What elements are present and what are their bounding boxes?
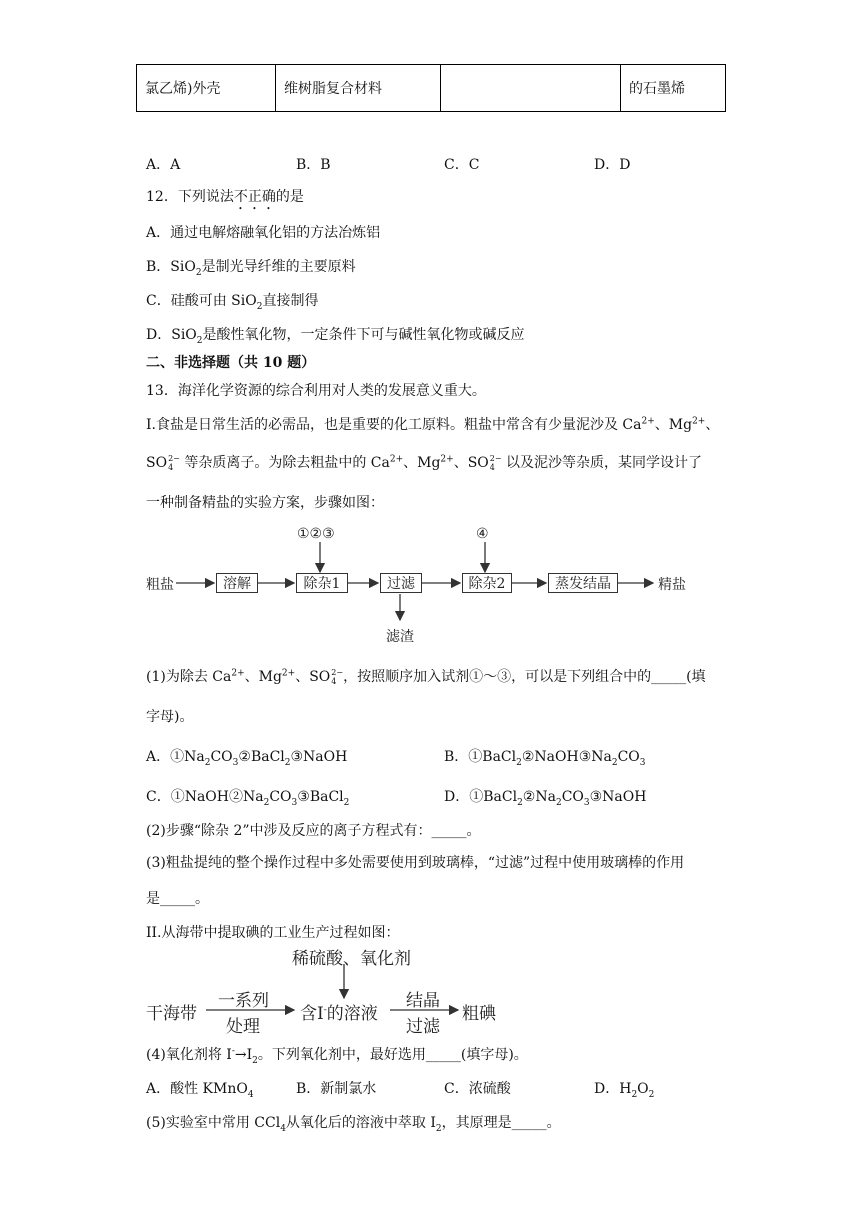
text: D．H (594, 1081, 632, 1097)
text: ③BaCl (297, 789, 344, 805)
subscript: 2 (631, 1089, 638, 1100)
superscript: 2+ (281, 668, 296, 679)
subscript: 2 (516, 757, 522, 768)
q13-stem: 13．海洋化学资源的综合利用对人类的发展意义重大。 (146, 383, 486, 399)
text: 、Mg (244, 669, 282, 685)
q12-option-a: A．通过电解熔融氧化铝的方法冶炼铝 (146, 225, 381, 241)
text: O (637, 1081, 649, 1097)
flow1-box-remove2: 除杂2 (462, 573, 512, 593)
charge: 2− (489, 454, 502, 463)
text: ，其原理是_____。 (441, 1115, 561, 1131)
flow1-box-dissolve: 溶解 (216, 573, 258, 593)
subscript: 2 (252, 1055, 258, 1066)
text: ②Na (522, 789, 556, 805)
sub4-text (146, 1044, 528, 1064)
text: 从氧化后的溶液中萃取 I (285, 1115, 436, 1131)
subscript: 2 (195, 267, 202, 278)
text: ③NaOH (589, 789, 647, 805)
text: C．①NaOH②Na (146, 789, 264, 805)
text: 。下列氧化剂中，最好选用_____(填字母)。 (257, 1047, 528, 1063)
q12-stem-text-end: 的是 (275, 189, 304, 205)
superscript: 2+ (389, 454, 404, 465)
charge: 2− (331, 668, 344, 677)
section-heading: 二、非选择题（共 10 题） (146, 355, 316, 371)
sub1-line1 (146, 666, 706, 686)
text: 是酸性氧化物，一定条件下可与碱性氧化物或碱反应 (202, 327, 525, 343)
sub1-option-a (146, 746, 347, 766)
text: 直接制得 (262, 293, 319, 309)
flow1-reagent-4: ④ (476, 526, 489, 542)
sub1-option-c (146, 786, 349, 806)
text: 、Mg (654, 417, 693, 433)
text: I.食盐是日常生活的必需品，也是重要的化工原料。粗盐中常含有少量泥沙及 Ca (146, 417, 642, 433)
text: B．SiO (146, 259, 196, 275)
superscript: 2+ (440, 454, 454, 465)
text: A．①Na (146, 749, 205, 765)
table-cell: 氯乙烯)外壳 (137, 65, 276, 112)
flow2-start: 干海带 (146, 1004, 197, 1024)
text: ③NaOH (290, 749, 348, 765)
text: →I (234, 1047, 253, 1063)
text: ，按照顺序加入试剂①～③，可以是下列组合中的_____(填 (343, 669, 706, 685)
text: SO (146, 455, 168, 471)
sub3-line1: (3)粗盐提纯的整个操作过程中多处需要使用到玻璃棒，“过滤”过程中使用玻璃棒的作用 (146, 855, 685, 871)
sub1-option-d (444, 786, 646, 806)
charge: 2− (168, 454, 180, 463)
superscript: 2+ (641, 416, 655, 427)
sub4-option-c: C．浓硫酸 (444, 1081, 511, 1097)
subscript: 2 (517, 797, 523, 808)
subscript: 3 (583, 797, 590, 808)
flow1-box-filter: 过滤 (380, 573, 422, 593)
subscript: 2 (435, 1123, 442, 1134)
subscript: 2 (555, 797, 562, 808)
flow1-start: 粗盐 (146, 577, 174, 593)
subscript: 3 (639, 757, 646, 768)
q11-option-a: A．A (146, 157, 181, 173)
text: CO (561, 789, 584, 805)
subscript: 2 (204, 757, 211, 768)
flow2-middle (300, 999, 378, 1024)
text: 是制光导纤维的主要原料 (201, 259, 356, 275)
q12-stem-emphasis: 不正确 (233, 189, 276, 205)
q11-option-b: B．B (296, 157, 331, 173)
text: C．硅酸可由 SiO (146, 293, 257, 309)
sub4-option-b: B．新制氯水 (296, 1081, 377, 1097)
flow1-reagent-123: ①②③ (297, 526, 335, 542)
subscript: 3 (232, 757, 239, 768)
subscript: 2 (256, 301, 263, 312)
superscript: - (323, 1005, 327, 1016)
text: 等杂质离子。为除去粗盐中的 Ca (184, 455, 390, 471)
flow1-box-evaporate: 蒸发结晶 (548, 573, 618, 593)
subscript: 2 (263, 797, 270, 808)
flow2-step2-bottom: 过滤 (406, 1017, 440, 1037)
flow2-step2-top: 结晶 (406, 991, 440, 1011)
text: ②BaCl (238, 749, 285, 765)
q12-stem-text: 12．下列说法 (146, 189, 234, 205)
flow1-residue: 滤渣 (386, 629, 414, 645)
text: D．SiO (146, 327, 197, 343)
subscript: 2 (648, 1089, 655, 1100)
flow1-box-remove1: 除杂1 (296, 573, 348, 593)
sub2-text: (2)步骤“除杂 2”中涉及反应的离子方程式有：_____。 (146, 823, 481, 839)
text: (4)氧化剂将 I (146, 1047, 232, 1063)
table-cell: 的石墨烯 (621, 65, 726, 112)
text: 、SO (453, 455, 489, 471)
flow1-end: 精盐 (658, 577, 686, 593)
text: BaCl (482, 749, 517, 765)
text: D．①BaCl (444, 789, 518, 805)
text: CO (210, 749, 233, 765)
subscript: 4 (331, 677, 337, 686)
superscript: - (231, 1046, 235, 1057)
table-cell: 维树脂复合材料 (276, 65, 441, 112)
flow2-step1-bottom: 处理 (226, 1017, 260, 1037)
sub1-option-b (444, 746, 646, 766)
text: B．① (444, 749, 483, 765)
subscript: 4 (247, 1089, 254, 1100)
flow2-step1-top: 一系列 (218, 991, 269, 1011)
text: (5)实验室中常用 CCl (146, 1115, 281, 1131)
flow2-reagent: 稀硫酸、氧化剂 (292, 949, 411, 969)
ion-charge (331, 668, 343, 686)
subscript: 4 (489, 463, 495, 472)
text: (1)为除去 Ca (146, 669, 232, 685)
sub4-option-d (594, 1078, 654, 1098)
sub4-option-a (146, 1078, 254, 1098)
subscript: 2 (196, 335, 203, 346)
sub5-text (146, 1112, 561, 1132)
superscript: 2+ (231, 668, 245, 679)
text: 以及泥沙等杂质，某同学设计了 (506, 455, 703, 471)
flow2-end: 粗碘 (462, 1004, 496, 1024)
text: CO (617, 749, 640, 765)
text: 的溶液 (326, 1004, 378, 1024)
text: 含I (300, 1004, 324, 1024)
subscript: 2 (611, 757, 618, 768)
subscript: 2 (343, 797, 350, 808)
text: ②NaOH③Na (521, 749, 612, 765)
subscript: 4 (280, 1123, 286, 1134)
q11-option-d: D．D (594, 157, 631, 173)
subscript: 2 (284, 757, 291, 768)
sub3-line2: 是_____。 (146, 891, 209, 907)
q11-option-c: C．C (444, 157, 480, 173)
q13-paragraph-line3: 一种制备精盐的实验方案，步骤如图： (146, 495, 384, 511)
subscript: 3 (291, 797, 298, 808)
text: 、Mg (403, 455, 441, 471)
text: A．酸性 KMnO (146, 1081, 248, 1097)
superscript: 2+ (692, 416, 706, 427)
part2-intro: II.从海带中提取碘的工业生产过程如图： (146, 925, 400, 941)
text: 、SO (295, 669, 331, 685)
text: CO (269, 789, 292, 805)
text: 、 (705, 417, 720, 433)
subscript: 4 (168, 463, 174, 472)
sub1-line2: 字母)。 (146, 709, 194, 725)
